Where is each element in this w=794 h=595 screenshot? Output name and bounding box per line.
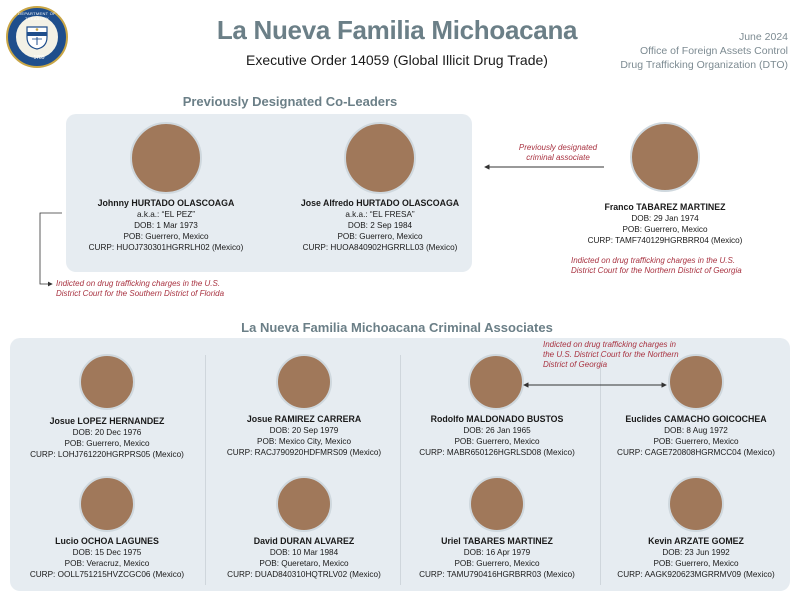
person-pob: POB: Queretaro, Mexico bbox=[259, 559, 349, 568]
person-curp: CURP: OOLL751215HVZCGC06 (Mexico) bbox=[29, 570, 185, 579]
person-dob: DOB: 1 Mar 1973 bbox=[134, 221, 198, 230]
person-name: David DURAN ALVAREZ bbox=[253, 536, 355, 546]
person-dob: DOB: 2 Sep 1984 bbox=[347, 221, 413, 230]
person-dob: DOB: 10 Mar 1984 bbox=[269, 548, 339, 557]
header-category: Drug Trafficking Organization (DTO) bbox=[620, 59, 788, 71]
person-pob: POB: Mexico City, Mexico bbox=[256, 437, 352, 446]
person-dob: DOB: 23 Jun 1992 bbox=[662, 548, 730, 557]
florida-indictment-bracket bbox=[40, 213, 62, 284]
header-date: June 2024 bbox=[738, 31, 788, 43]
person-curp: CURP: TAMU790416HGRBRR03 (Mexico) bbox=[419, 570, 575, 579]
person-pob: POB: Guerrero, Mexico bbox=[653, 437, 739, 446]
header-office: Office of Foreign Assets Control bbox=[639, 45, 788, 57]
page-title: La Nueva Familia Michoacana bbox=[216, 15, 578, 45]
person-name: Rodolfo MALDONADO BUSTOS bbox=[430, 414, 564, 424]
prev-associate-note: Previously designated criminal associate bbox=[518, 143, 598, 162]
person-pob: POB: Guerrero, Mexico bbox=[622, 225, 708, 234]
person-dob: DOB: 15 Dec 1975 bbox=[72, 548, 142, 557]
person-pob: POB: Guerrero, Mexico bbox=[454, 437, 540, 446]
person-aka: a.k.a.: “EL PEZ” bbox=[137, 210, 195, 219]
person-curp: CURP: DUAD840310HQTRLV02 (Mexico) bbox=[227, 570, 381, 579]
person-aka: a.k.a.: “EL FRESA” bbox=[345, 210, 415, 219]
person-curp: CURP: CAGE720808HGRMCC04 (Mexico) bbox=[617, 448, 775, 457]
person-name: Franco TABAREZ MARTINEZ bbox=[604, 202, 726, 212]
seal-year: 1789 bbox=[33, 55, 45, 61]
person-curp: CURP: AAGK920623MGRRMV09 (Mexico) bbox=[617, 570, 775, 579]
person-curp: CURP: HUOA840902HGRRLL03 (Mexico) bbox=[302, 243, 458, 252]
seal-ring-text: THE DEPARTMENT OF THE TREASURY bbox=[7, 11, 67, 21]
person-name: Uriel TABARES MARTINEZ bbox=[441, 536, 553, 546]
person-pob: POB: Veracruz, Mexico bbox=[64, 559, 150, 568]
person-dob: DOB: 20 Dec 1976 bbox=[72, 428, 142, 437]
person-pob: POB: Guerrero, Mexico bbox=[454, 559, 540, 568]
person-name: Johnny HURTADO OLASCOAGA bbox=[97, 198, 235, 208]
person-dob: DOB: 26 Jan 1965 bbox=[463, 426, 531, 435]
person-curp: CURP: HUOJ730301HGRRLH02 (Mexico) bbox=[88, 243, 244, 252]
indicted-florida-note: Indicted on drug trafficking charges in the U.S. District Court for the Southern District of Florida bbox=[56, 279, 225, 298]
person-dob: DOB: 20 Sep 1979 bbox=[269, 426, 339, 435]
person-name: Jose Alfredo HURTADO OLASCOAGA bbox=[300, 198, 460, 208]
person-pob: POB: Guerrero, Mexico bbox=[64, 439, 150, 448]
person-name: Josue LOPEZ HERNANDEZ bbox=[49, 416, 165, 426]
person-pob: POB: Guerrero, Mexico bbox=[337, 232, 423, 241]
person-dob: DOB: 8 Aug 1972 bbox=[664, 426, 728, 435]
person-name: Kevin ARZATE GOMEZ bbox=[648, 536, 744, 546]
person-dob: DOB: 29 Jan 1974 bbox=[631, 214, 699, 223]
indicted-georgia-pair-note: Indicted on drug trafficking charges in the U.S. District Court for the Northern District of Georgia bbox=[543, 340, 679, 369]
person-dob: DOB: 16 Apr 1979 bbox=[463, 548, 531, 557]
indicted-georgia-franco-note: Indicted on drug trafficking charges in the U.S. District Court for the Northern District of Georgia bbox=[571, 256, 742, 275]
page-subtitle: Executive Order 14059 (Global Illicit Drug Trade) bbox=[246, 52, 548, 68]
person-curp: CURP: MABR650126HGRLSD08 (Mexico) bbox=[419, 448, 575, 457]
person-name: Euclides CAMACHO GOICOCHEA bbox=[625, 414, 767, 424]
person-name: Lucio OCHOA LAGUNES bbox=[55, 536, 159, 546]
person-pob: POB: Guerrero, Mexico bbox=[123, 232, 209, 241]
leaders-section-title: Previously Designated Co-Leaders bbox=[182, 94, 398, 109]
person-curp: CURP: TAMF740129HGRBRR04 (Mexico) bbox=[587, 236, 743, 245]
person-pob: POB: Guerrero, Mexico bbox=[653, 559, 739, 568]
person-curp: CURP: LOHJ761220HGRPRS05 (Mexico) bbox=[30, 450, 184, 459]
person-curp: CURP: RACJ790920HDFMRS09 (Mexico) bbox=[226, 448, 382, 457]
person-name: Josue RAMIREZ CARRERA bbox=[246, 414, 362, 424]
associates-section-title: La Nueva Familia Michoacana Criminal Associates bbox=[241, 320, 553, 335]
